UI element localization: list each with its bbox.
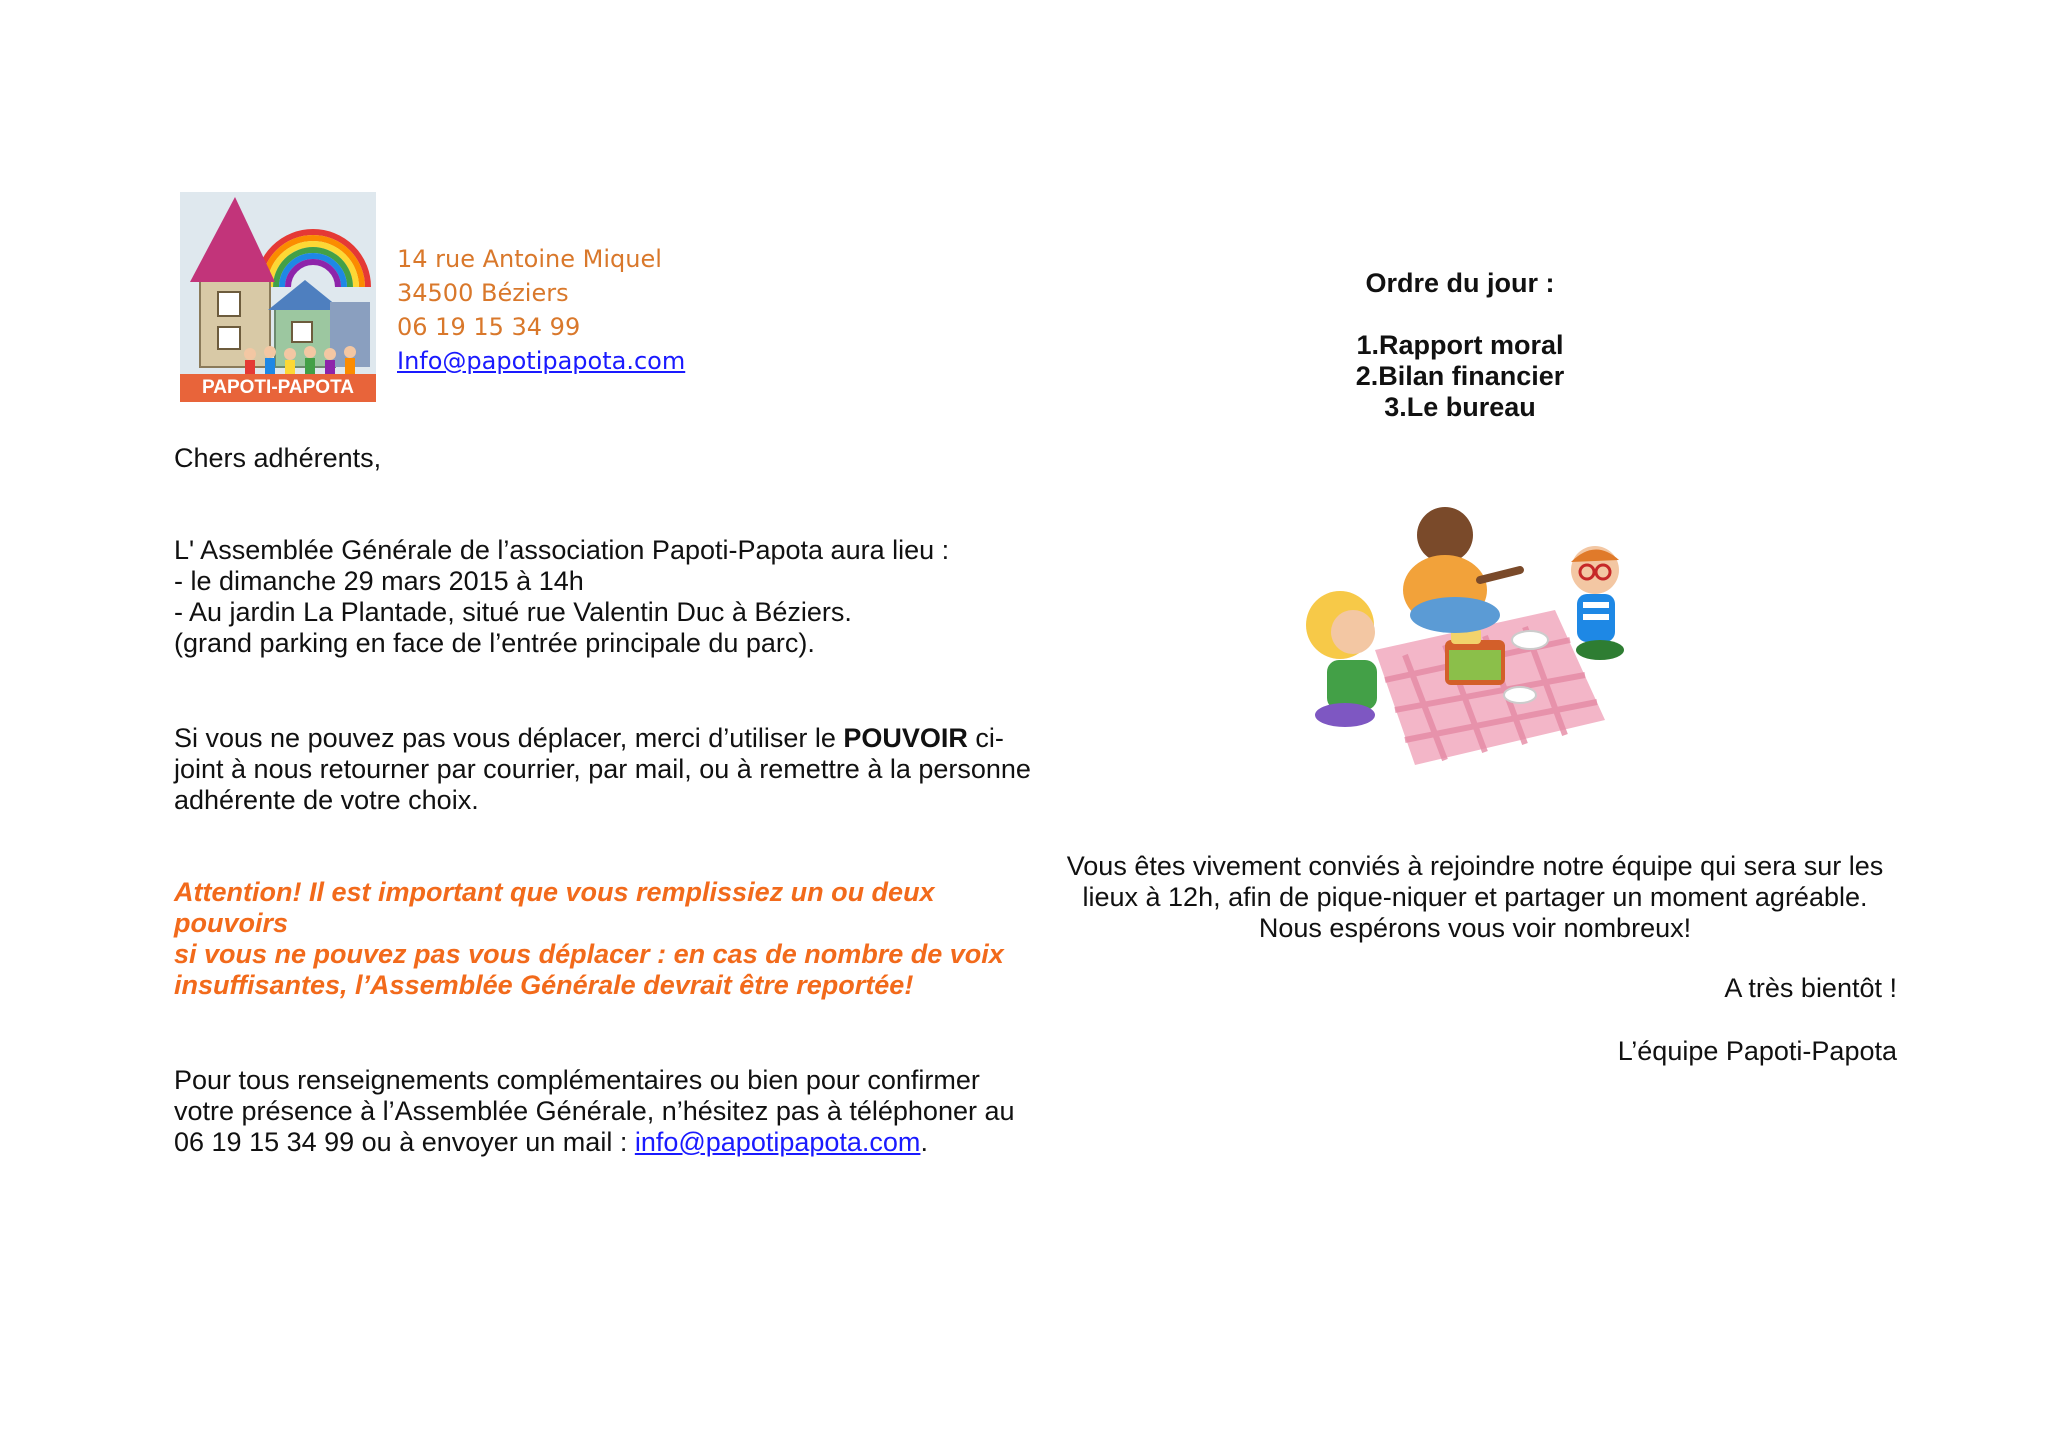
agenda-list [1290,330,1630,423]
warning-paragraph [174,877,1004,1001]
agenda-item: 1.Rapport moral [1356,330,1564,360]
contact-line: Pour tous renseignements complémentaires ou bien pour confirmer [174,1065,980,1095]
proxy-bold: POUVOIR [843,723,968,753]
agenda-item: 2.Bilan financier [1355,361,1565,391]
address-block [397,242,685,378]
proxy-line: joint à nous retourner par courrier, par mail, ou à remettre à la personne [174,754,1031,784]
announcement-line: L' Assemblée Générale de l’association Papoti-Papota aura lieu : [174,535,950,565]
contact-line: votre présence à l’Assemblée Générale, n’hésitez pas à téléphoner au [174,1096,1015,1126]
announcement-line: - le dimanche 29 mars 2015 à 14h [174,566,584,596]
warning-line: Attention! Il est important que vous remplissiez un ou deux [174,877,935,907]
logo-house-rainbow-icon [180,192,376,402]
agenda-item: 3.Le bureau [1384,392,1536,422]
warning-line: pouvoirs [174,908,289,938]
proxy-line: adhérente de votre choix. [174,785,479,815]
announcement-paragraph [174,535,949,659]
proxy-text: Si vous ne pouvez pas vous déplacer, merci d’utiliser le [174,723,844,753]
contact-text: 06 19 15 34 99 ou à envoyer un mail : [174,1127,635,1157]
contact-email-link[interactable]: info@papotipapota.com [634,1127,921,1157]
announcement-line: (grand parking en face de l’entrée principale du parc). [174,628,815,658]
logo-label: PAPOTI-PAPOTA [202,377,354,398]
closing-text: A très bientôt ! [1724,973,1897,1003]
proxy-paragraph [174,723,1031,816]
address-phone: 06 19 15 34 99 [397,313,581,341]
picnic-illustration [1265,490,1660,770]
invitation-line: Vous êtes vivement conviés à rejoindre notre équipe qui sera sur les [1066,851,1884,881]
address-street: 14 rue Antoine Miquel [397,245,662,273]
invitation-line: lieux à 12h, afin de pique-niquer et partager un moment agréable. [1082,882,1868,912]
agenda-title: Ordre du jour : [1365,268,1555,298]
invitation-line: Nous espérons vous voir nombreux! [1258,913,1692,943]
greeting: Chers adhérents, [174,443,382,473]
warning-line: si vous ne pouvez pas vous déplacer : en cas de nombre de voix [174,939,1004,969]
proxy-text: ci- [967,723,1004,753]
invitation-paragraph [1020,851,1930,944]
warning-line: insuffisantes, l’Assemblée Générale devrait être reportée! [174,970,914,1000]
announcement-line: - Au jardin La Plantade, situé rue Valentin Duc à Béziers. [174,597,852,627]
contact-paragraph [174,1065,1015,1158]
association-logo [180,192,376,402]
address-email-link[interactable]: Info@papotipapota.com [397,347,686,375]
address-city: 34500 Béziers [397,279,569,307]
signature: L’équipe Papoti-Papota [1617,1036,1897,1066]
contact-text: . [920,1127,928,1157]
picnic-kids-icon [1265,490,1660,770]
